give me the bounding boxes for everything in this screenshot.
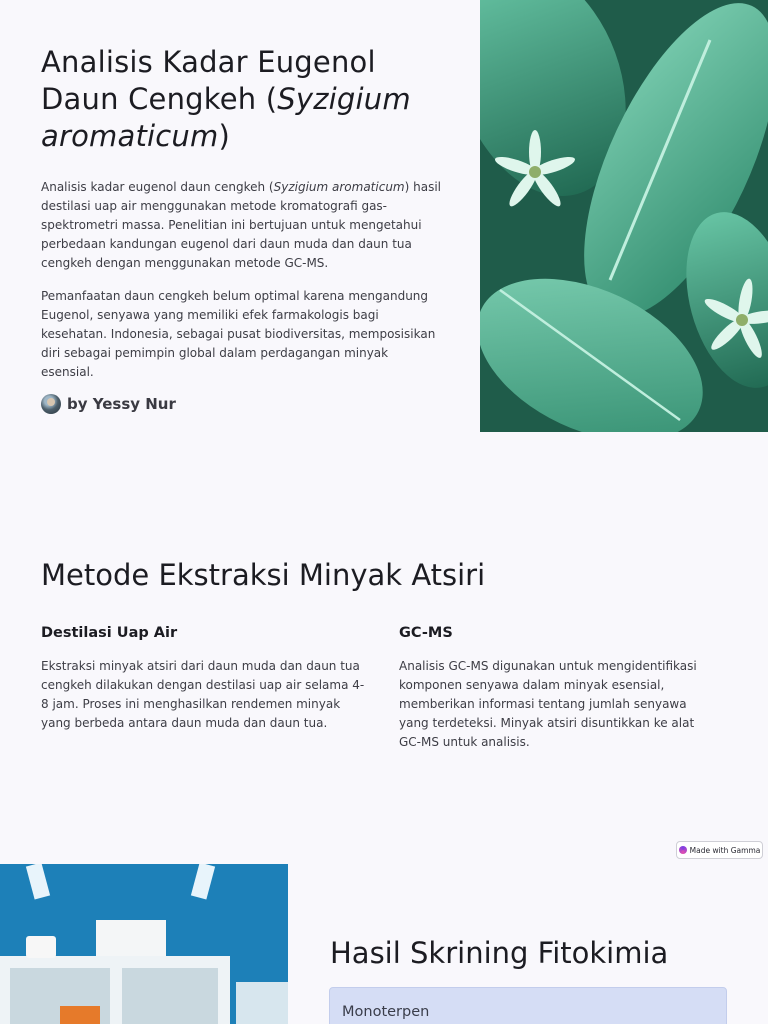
method-card-distillation [41, 624, 371, 733]
clove-leaves-illustration [480, 0, 768, 432]
method-title: GC-MS [399, 625, 453, 641]
clove-leaves-image [480, 0, 768, 432]
hero-section [41, 44, 441, 414]
laboratory-illustration [0, 864, 288, 1024]
laboratory-image [0, 864, 288, 1024]
screening-card-monoterpen [329, 987, 727, 1024]
page-title: Analisis Kadar Eugenol Daun Cengkeh (Syzigium aromaticum) [41, 45, 411, 153]
author-byline[interactable] [41, 394, 441, 414]
method-description: Ekstraksi minyak atsiri dari daun muda dan daun tua cengkeh dilakukan dengan destilasi uap air selama 4-8 jam. Proses ini menghasilkan rendemen minyak yang berbeda antara daun muda dan daun tua. [41, 659, 365, 730]
gamma-logo-icon [679, 846, 687, 854]
screening-section-title: Hasil Skrining Fitokimia [330, 936, 669, 970]
hero-intro-paragraph: Analisis kadar eugenol daun cengkeh (Syzigium aromaticum) hasil destilasi uap air menggunakan metode kromatografi gas-spektrometri massa. Penelitian ini bertujuan untuk mengetahui perbedaan kandungan eugenol dari daun muda dan daun tua cengkeh dengan menggunakan metode GC-MS. [41, 180, 441, 270]
method-title: Destilasi Uap Air [41, 625, 178, 641]
card-label: Monoterpen [342, 1004, 430, 1020]
methods-section-title: Metode Ekstraksi Minyak Atsiri [41, 558, 486, 592]
made-with-gamma-badge[interactable] [676, 841, 763, 859]
method-description: Analisis GC-MS digunakan untuk mengidentifikasi komponen senyawa dalam minyak esensial, memberikan informasi tentang jumlah senyawa yang terdeteksi. Minyak atsiri disuntikkan ke alat GC-MS untuk analisis. [399, 659, 697, 749]
author-name: by Yessy Nur [67, 395, 176, 413]
method-card-gcms [399, 624, 719, 752]
avatar [41, 394, 61, 414]
hero-context-paragraph: Pemanfaatan daun cengkeh belum optimal karena mengandung Eugenol, senyawa yang memiliki efek farmakologis bagi kesehatan. Indonesia, sebagai pusat biodiversitas, memposisikan diri sebagai pemimpin global dalam perdagangan minyak esensial. [41, 289, 436, 379]
badge-label: Made with Gamma [689, 845, 761, 855]
